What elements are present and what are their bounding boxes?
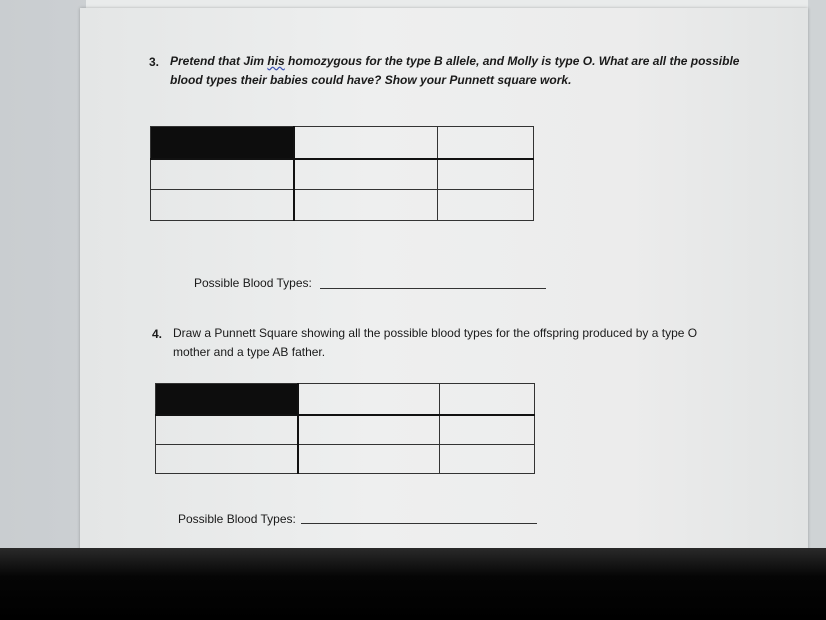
punnett-3-row-header-1[interactable] xyxy=(151,159,295,190)
punnett-3-cell-2-1[interactable] xyxy=(294,190,438,221)
question-4-number: 4. xyxy=(152,327,163,341)
punnett-3-header-2[interactable] xyxy=(438,127,534,159)
question-3-number: 3. xyxy=(149,55,160,69)
punnett-4-cell-2-2[interactable] xyxy=(440,445,535,474)
question-4-line-2: mother and a type AB father. xyxy=(173,345,326,359)
question-3-answer-label: Possible Blood Types: xyxy=(194,276,312,290)
punnett-square-3[interactable] xyxy=(150,126,534,221)
punnett-3-corner xyxy=(151,127,295,159)
punnett-3-cell-2-2[interactable] xyxy=(438,190,534,221)
punnett-4-cell-1-2[interactable] xyxy=(440,415,535,445)
punnett-4-row-header-1[interactable] xyxy=(156,415,298,445)
question-3-line-1: Pretend that Jim his homozygous for the type B allele, and Molly is type O. What are all the possible xyxy=(170,54,740,68)
punnett-4-cell-2-1[interactable] xyxy=(298,445,440,474)
question-4-answer-label: Possible Blood Types: xyxy=(178,512,296,526)
punnett-3-row-header-2[interactable] xyxy=(151,190,295,221)
question-3-line-2: blood types their babies could have? Show your Punnett square work. xyxy=(170,73,572,87)
question-3-text xyxy=(170,52,770,90)
punnett-square-4[interactable] xyxy=(155,383,535,474)
punnett-4-header-1[interactable] xyxy=(298,384,440,415)
question-4-text xyxy=(173,324,773,362)
punnett-3-cell-1-1[interactable] xyxy=(294,159,438,190)
punnett-4-corner xyxy=(156,384,298,415)
punnett-3-header-1[interactable] xyxy=(294,127,438,159)
punnett-4-row-header-2[interactable] xyxy=(156,445,298,474)
punnett-3-cell-1-2[interactable] xyxy=(438,159,534,190)
question-4-answer-line[interactable] xyxy=(301,523,537,524)
punnett-4-header-2[interactable] xyxy=(440,384,535,415)
question-3-answer-line[interactable] xyxy=(320,288,546,289)
screen-bezel xyxy=(0,548,826,620)
question-4-line-1: Draw a Punnett Square showing all the possible blood types for the offspring produced by a type O xyxy=(173,326,698,340)
punnett-4-cell-1-1[interactable] xyxy=(298,415,440,445)
